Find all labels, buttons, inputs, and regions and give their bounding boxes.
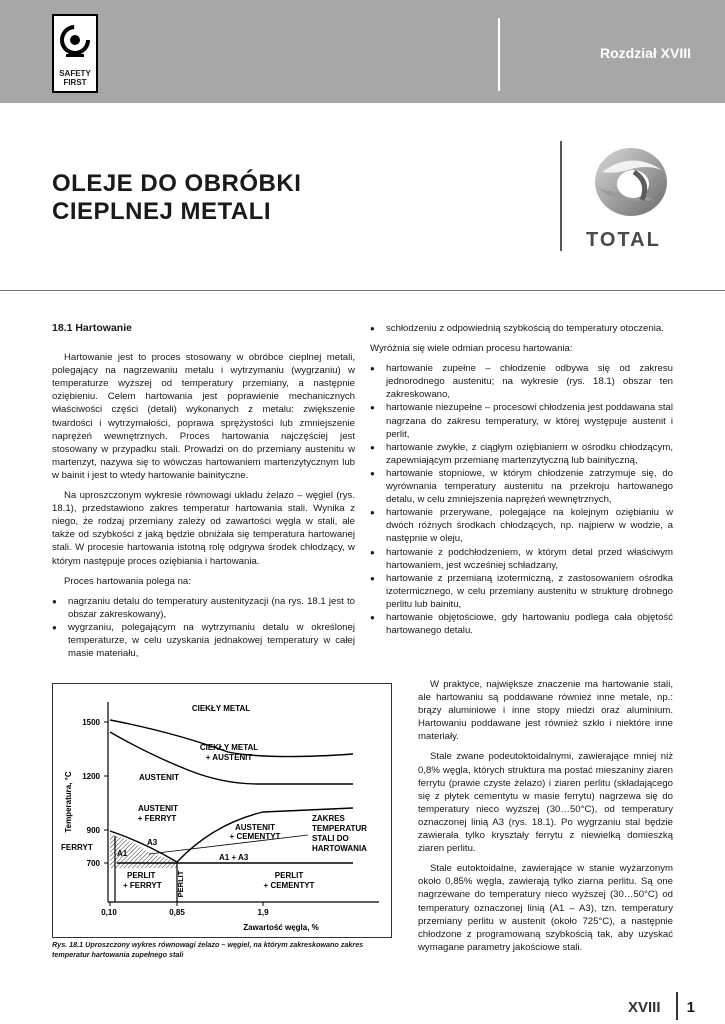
y-axis-label: Temperatura, °C — [64, 771, 73, 833]
list-item: ● hartowanie z przemianą izotermiczną, z zastosowaniem ośrodka izotermicznego, w celu przemiany austenitu w strukturę drobnego perlitu lub bainitu, — [370, 572, 673, 611]
liquid-austenite-label: + AUSTENIT — [205, 753, 253, 762]
liquid-austenite-label: CIEKŁY METAL — [199, 743, 259, 752]
chapter-label: Rozdział XVIII — [599, 45, 691, 61]
page-title — [52, 170, 301, 226]
paragraph: Stale eutoktoidalne, zawierające w stanie wyżarzonym około 0,85% węgla, zawierają tylko ziarna perlitu. Są one nagrzewane do temperatury nieco wyższej (30…50°C) od temperatury oznaczonej linią (A1 – A3), tzn. temperatury przemiany perlitu w austenit (około 725°C), a następnie chłodzone z programowaną szybkością tak, aby uzyskać wymagane parametry jakościowe stali. — [418, 863, 673, 953]
figure-frame — [52, 683, 392, 938]
austenite-label: AUSTENIT — [139, 773, 179, 782]
logo-divider — [560, 141, 562, 251]
bullet-list — [370, 322, 673, 335]
x-tick-label: 0,10 — [101, 908, 117, 917]
paragraph: Hartowanie jest to proces stosowany w obróbce cieplnej metali, polegający na nagrzewaniu metalu i wytrzymaniu (wygrzaniu) w temperaturze wyższej od temperatury przemiany, a następnie oziębieniu. Celem hartowania jest poprawienie mechanicznych właściwości części (detali) wykonanych z metalu: zwiększenie twardości i wytrzymałości, poprawa sprężystości lub zmniejszenie naprężeń wewnętrznych. Proces hartowania najczęściej jest stosowany w przypadku stali. Prowadzi on do przemiany austenitu w martenzyt, nazywa się to wówczas hartowaniem martenzytycznym lub w bainit i jest to wtedy hartowanie bainityczne. — [52, 352, 355, 481]
austenite-cementite-label: AUSTENIT — [235, 823, 275, 832]
header-rule — [0, 290, 725, 291]
x-tick-label: 0,85 — [169, 908, 185, 917]
list-item: ● schłodzeniu z odpowiednią szybkością do temperatury otoczenia. — [370, 322, 673, 335]
liquid-label: CIEKŁY METAL — [191, 704, 251, 713]
austenite-ferrite-label: AUSTENIT — [138, 804, 178, 813]
list-item: ● wygrzaniu, polegającym na wytrzymaniu detalu w określonej temperaturze, w celu uzyskania jednakowej temperatury w całej masie materiału, — [52, 621, 355, 660]
title-line-2: CIEPLNEJ METALI — [52, 198, 272, 225]
pearlite-ferrite-label: PERLIT — [127, 871, 156, 880]
x-axis-label: Zawartość węgla, % — [243, 923, 319, 932]
zakres-label: ZAKRES — [312, 814, 345, 823]
zakres-label: TEMPERATUR — [312, 824, 367, 833]
brand-name: TOTAL — [586, 229, 661, 251]
y-tick-label: 1200 — [82, 772, 100, 781]
bullet-list — [52, 595, 355, 660]
logo-text-first: FIRST — [63, 78, 87, 87]
title-line-1: OLEJE DO OBRÓBKI — [52, 170, 302, 197]
a1-a3-label: A1 + A3 — [219, 853, 249, 862]
paragraph: Na uproszczonym wykresie równowagi układu żelazo – węgiel (rys. 18.1), przedstawiono zakres temperatur hartowania stali. Wynika z niego, że rodzaj przemiany zależy od zawartości węgla w stali, ale także od szybkości z jaką będzie obniżała się temperatura hartowanej stali. W procesie hartowania istotną rolę odgrywa środek chłodzący, w którym następuje proces oziębiania i hartowania. — [52, 490, 355, 567]
list-item: ● hartowanie z podchłodzeniem, w którym detal przed właściwym hartowaniem, jest wcześniej schładzany, — [370, 546, 673, 572]
zakres-label: HARTOWANIA — [312, 844, 367, 853]
a3-label: A3 — [147, 838, 158, 847]
section-heading: 18.1 Hartowanie — [52, 322, 132, 334]
list-item: ● hartowanie objętościowe, gdy hartowaniu podlega cała objętość hartowanego detalu. — [370, 611, 673, 637]
list-item: ● hartowanie zupełne – chłodzenie odbywa się od zakresu jednorodnego austenitu; na wykresie (rys. 18.1) obszar ten zakreskowano, — [370, 362, 673, 401]
ferrite-label: FERRYT — [61, 843, 93, 852]
pearlite-cementite-label: + CEMENTYT — [263, 881, 315, 890]
y-tick-label: 900 — [86, 826, 100, 835]
right-bottom-text — [418, 678, 673, 961]
total-logo-icon — [588, 142, 674, 222]
zakres-pointer — [149, 835, 308, 854]
footer-divider — [676, 992, 678, 1020]
phase-diagram — [53, 684, 391, 937]
list-item: ● hartowanie niezupełne – procesowi chłodzenia jest poddawana stal nagrzana do zakresu temperatury, w której występuje austenit i perlit, — [370, 401, 673, 440]
safety-first-logo — [52, 14, 98, 93]
safety-emblem-icon — [54, 18, 96, 68]
list-item: ● nagrzaniu detalu do temperatury austenityzacji (na rys. 18.1 jest to obszar zakreskowany), — [52, 595, 355, 621]
logo-text-safety: SAFETY — [59, 69, 91, 78]
header-divider — [498, 18, 500, 91]
a1-label: A1 — [117, 849, 128, 858]
paragraph: Proces hartowania polega na: — [64, 575, 191, 587]
footer-chapter: XVIII — [628, 999, 661, 1016]
list-item: ● hartowanie stopniowe, w którym chłodzenie zatrzymuje się, do wyrównania temperatury austenitu na przekroju hartowanego detalu, w celu zmniejszenia naprężeń wewnętrznych, — [370, 467, 673, 506]
page-number: 1 — [686, 999, 695, 1016]
austenite-ferrite-label: + FERRYT — [137, 814, 177, 823]
y-tick-label: 700 — [86, 859, 100, 868]
zakres-label: STALI DO — [312, 834, 349, 843]
austenite-cementite-label: + CEMENTYT — [229, 832, 281, 841]
list-item: ● hartowanie zwykłe, z ciągłym oziębianiem w ośrodku chłodzącym, zapewniającym przemianę martenzytyczną lub bainityczną, — [370, 441, 673, 467]
page-header — [0, 0, 725, 103]
figure-caption: Rys. 18.1 Uproszczony wykres równowagi żelazo – węgiel, na którym zakreskowano zakres temperatur hartowania zupełnego stali — [52, 940, 364, 959]
paragraph: Wyróżnia się wiele odmian procesu hartowania: — [370, 343, 573, 355]
pearlite-cementite-label: PERLIT — [274, 871, 304, 880]
pearlite-ferrite-label: + FERRYT — [123, 881, 162, 890]
bullet-list — [370, 362, 673, 637]
paragraph: Stale zwane podeutoktoidalnymi, zawierające mniej niż 0,8% węgla, których struktura ma postać mieszaniny ziaren ferrytu (prawie czyste żelazo) i ziaren perlitu (składającego się z płytek cementytu w masie ferrytu) nagrzewa się do temperatury nieco wyższej (30…50°C), od temperatury oznaczonej linią A3 (rys. 18.1). Po wygrzaniu stal będzie zawierała tylko kryształy ferrytu z niewielką domieszką ziaren perlitu. — [418, 751, 673, 855]
paragraph: W praktyce, największe znaczenie ma hartowanie stali, ale hartowaniu są poddawane również inne metale, np.: brązy aluminiowe i inne stopy miedzi oraz aluminium. Hartowaniu poddawane jest również szkło i niektóre inne materiały. — [418, 679, 673, 743]
x-tick-label: 1,9 — [257, 908, 269, 917]
right-column — [370, 322, 673, 644]
y-tick-label: 1500 — [82, 718, 100, 727]
pearlite-vertical-label: PERLIT — [176, 870, 185, 898]
list-item: ● hartowanie przerywane, polegające na kolejnym oziębianiu w dwóch różnych środkach chłodzących, np. najpierw w wodzie, a następnie w oleju, — [370, 506, 673, 545]
left-column — [52, 322, 355, 667]
